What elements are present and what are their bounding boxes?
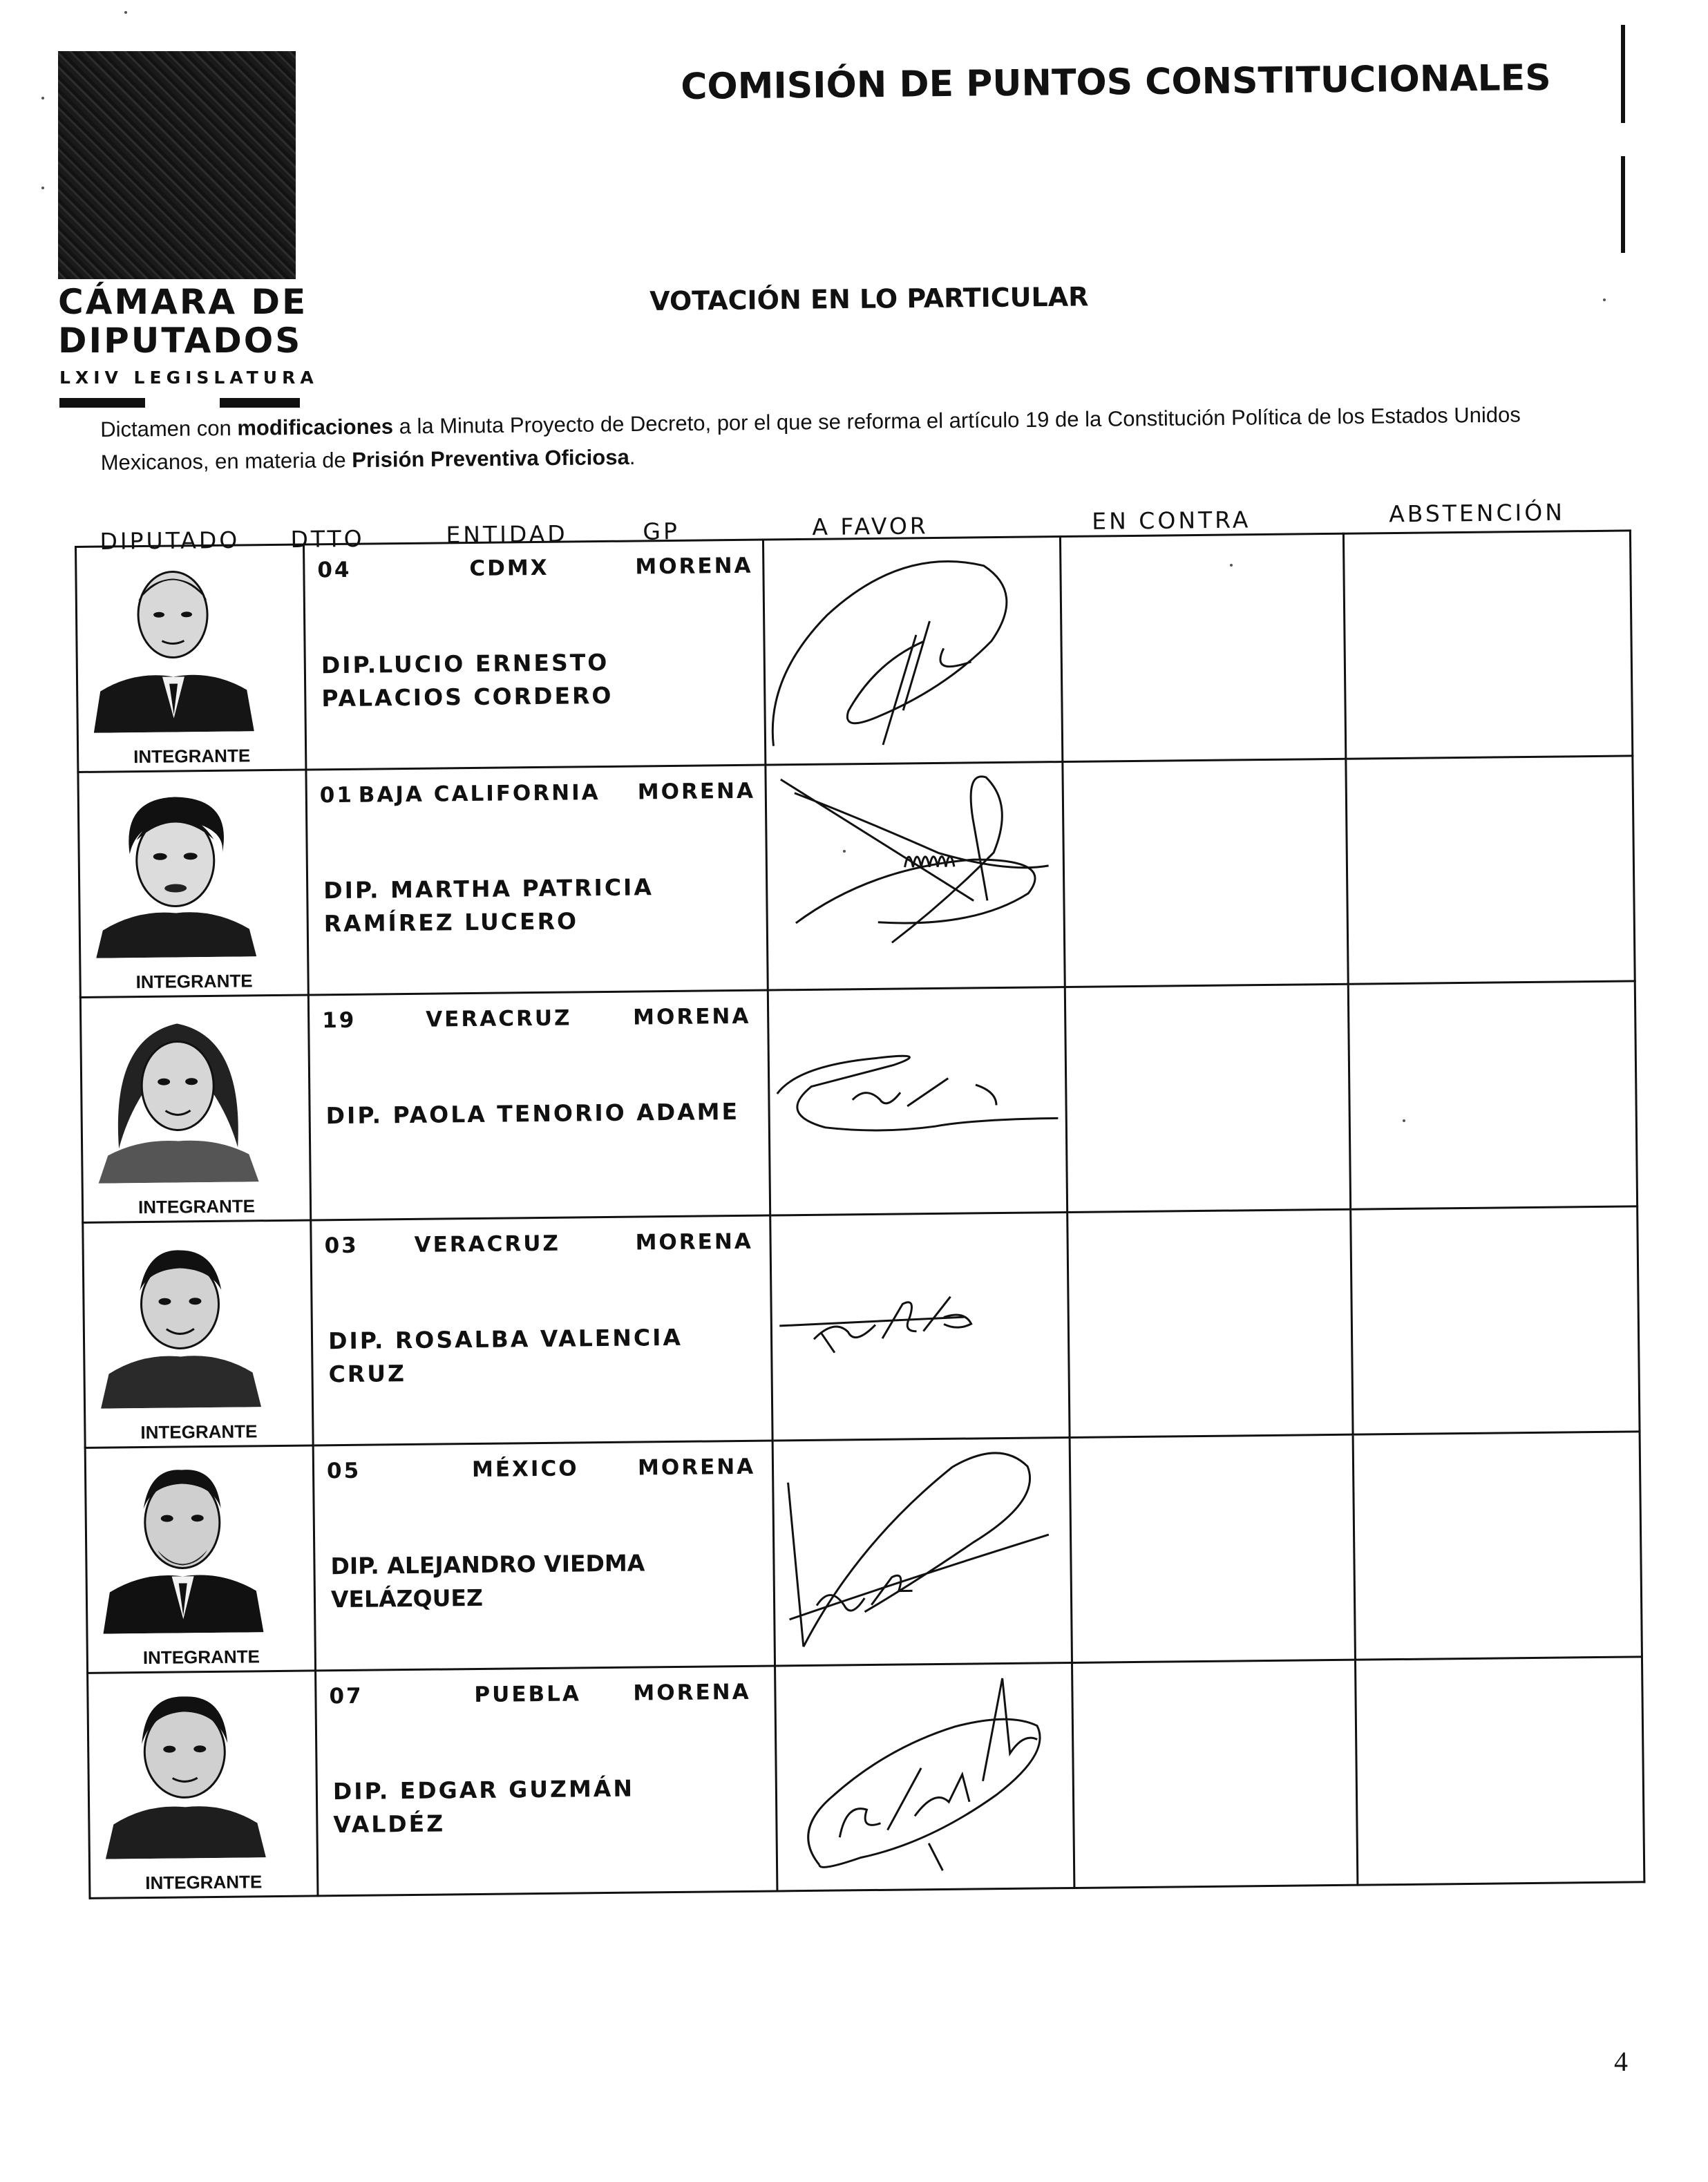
logo-text-line2: DIPUTADOS: [58, 321, 303, 361]
entidad-value: VERACRUZ: [414, 1231, 561, 1258]
diputado-name: DIP. MARTHA PATRICIA RAMÍREZ LUCERO: [323, 873, 654, 938]
diputado-portrait: [92, 558, 254, 732]
en-contra-cell: [1065, 984, 1350, 1212]
gp-value: MORENA: [635, 1228, 753, 1255]
header-gp: GP: [643, 518, 681, 545]
entidad-value: CDMX: [469, 555, 549, 582]
dtto-value: 03: [324, 1233, 359, 1259]
diputado-meta: [322, 1004, 755, 1036]
page-number: 4: [1614, 2046, 1628, 2077]
logo-text-line1: CÁMARA DE: [58, 282, 308, 322]
table-row: [78, 756, 1635, 998]
diputado-info-cell: [316, 1666, 777, 1896]
diputado-photo-cell: [76, 544, 306, 772]
header-en-contra: EN CONTRA: [1092, 506, 1251, 535]
vote-table: [75, 529, 1645, 1899]
role-label: INTEGRANTE: [142, 1646, 260, 1669]
abstencion-cell: [1343, 531, 1632, 759]
dictamen-bold-1: modificaciones: [237, 414, 394, 440]
role-label: INTEGRANTE: [133, 745, 251, 768]
entidad-value: VERACRUZ: [426, 1005, 572, 1032]
en-contra-cell: [1060, 533, 1345, 761]
a-favor-cell: [768, 987, 1067, 1215]
diputado-meta: [319, 778, 756, 811]
dictamen-text-2: a la Minuta Proyecto de Decreto, por el que se reforma el artículo 19 de la Constitución Política de los Estados Unidos Mexicanos, en materia de: [100, 402, 1521, 475]
a-favor-cell: [772, 1437, 1072, 1665]
logo-bar-left: [59, 398, 145, 408]
a-favor-cell: [770, 1213, 1070, 1441]
a-favor-cell: [763, 537, 1062, 765]
dictamen-bold-2: Prisión Preventiva Oficiosa: [352, 444, 629, 473]
scan-speck: [1603, 298, 1606, 301]
diputado-photo-cell: [78, 770, 308, 997]
abstencion-cell: [1355, 1657, 1644, 1885]
scan-speck: [843, 850, 846, 853]
entidad-value: BAJA CALIFORNIA: [358, 780, 600, 808]
diputado-info-cell: [311, 1215, 772, 1445]
scan-speck: [1230, 564, 1233, 567]
diputado-photo-cell: [80, 995, 310, 1222]
signature: [776, 1664, 1073, 1890]
diputado-photo-cell: [85, 1445, 315, 1673]
a-favor-cell: [775, 1662, 1074, 1890]
margin-bar-bottom: [1621, 156, 1625, 253]
dtto-value: 19: [322, 1007, 357, 1034]
page-title: COMISIÓN DE PUNTOS CONSTITUCIONALES: [681, 57, 1551, 108]
gp-value: MORENA: [633, 1679, 751, 1706]
logo-text-line3: LXIV LEGISLATURA: [59, 368, 319, 388]
abstencion-cell: [1348, 981, 1637, 1209]
signature: [774, 1439, 1071, 1664]
en-contra-cell: [1072, 1660, 1358, 1888]
diputado-info-cell: [303, 540, 765, 770]
en-contra-cell: [1063, 759, 1348, 987]
en-contra-cell: [1068, 1209, 1353, 1437]
gp-value: MORENA: [635, 553, 753, 580]
dictamen-text-1: Dictamen con: [100, 415, 238, 442]
diputado-info-cell: [308, 990, 770, 1220]
page-subtitle: VOTACIÓN EN LO PARTICULAR: [649, 281, 1089, 316]
signature: [769, 988, 1066, 1214]
abstencion-cell: [1353, 1432, 1642, 1660]
dictamen-text-3: .: [629, 444, 636, 469]
diputado-photo-cell: [88, 1671, 318, 1898]
vote-table-wrapper: [75, 529, 1643, 1892]
gp-value: MORENA: [637, 1454, 756, 1481]
margin-bar-top: [1621, 25, 1625, 123]
signature: [771, 1213, 1068, 1439]
diputado-info-cell: [306, 765, 768, 995]
scan-speck: [1403, 1119, 1405, 1122]
logo-bar-right: [220, 398, 300, 408]
diputado-meta: [329, 1680, 761, 1712]
gp-value: MORENA: [637, 778, 756, 805]
diputado-meta: [324, 1229, 757, 1262]
gp-value: MORENA: [633, 1003, 751, 1030]
dtto-value: 05: [326, 1458, 361, 1484]
diputado-name: DIP.LUCIO ERNESTO PALACIOS CORDERO: [321, 648, 614, 712]
header-diputado: DIPUTADO: [99, 526, 240, 555]
table-row: [76, 531, 1633, 772]
diputado-portrait: [97, 1009, 259, 1183]
diputado-name: DIP. ALEJANDRO VIEDMA VELÁZQUEZ: [330, 1549, 645, 1613]
table-row: [85, 1432, 1642, 1673]
diputado-portrait: [95, 784, 257, 958]
entidad-value: MÉXICO: [471, 1456, 579, 1483]
diputado-name: DIP. ROSALBA VALENCIA CRUZ: [328, 1323, 683, 1388]
header-entidad: ENTIDAD: [446, 520, 568, 549]
signature: [766, 763, 1063, 989]
diputado-portrait: [99, 1234, 261, 1408]
dtto-value: 01: [319, 782, 354, 808]
role-label: INTEGRANTE: [135, 970, 253, 993]
diputado-name: DIP. PAOLA TENORIO ADAME: [325, 1097, 740, 1130]
role-label: INTEGRANTE: [145, 1871, 263, 1894]
header-a-favor: A FAVOR: [812, 512, 929, 541]
dtto-value: 07: [329, 1683, 363, 1709]
abstencion-cell: [1346, 756, 1635, 984]
a-favor-cell: [766, 762, 1065, 990]
dictamen-paragraph: [100, 397, 1621, 480]
scan-speck: [41, 97, 44, 99]
role-label: INTEGRANTE: [140, 1421, 258, 1443]
role-label: INTEGRANTE: [137, 1195, 256, 1218]
header-dtto: DTTO: [290, 524, 365, 553]
diputado-photo-cell: [83, 1220, 313, 1448]
diputado-portrait: [102, 1459, 264, 1633]
dtto-value: 04: [317, 557, 352, 583]
signature: [764, 538, 1061, 763]
abstencion-cell: [1351, 1206, 1640, 1434]
table-row: [80, 981, 1637, 1223]
table-row: [88, 1657, 1644, 1899]
diputado-meta: [317, 553, 753, 586]
table-row: [83, 1206, 1640, 1448]
diputado-name: DIP. EDGAR GUZMÁN VALDÉZ: [332, 1774, 635, 1839]
entidad-value: PUEBLA: [474, 1681, 582, 1708]
diputado-meta: [327, 1454, 759, 1487]
scan-speck: [41, 187, 44, 189]
scan-speck: [124, 11, 127, 14]
header-abstencion: ABSTENCIÓN: [1389, 498, 1566, 528]
chamber-logo-emblem: [58, 51, 296, 279]
en-contra-cell: [1070, 1434, 1355, 1662]
diputado-info-cell: [313, 1441, 775, 1671]
diputado-portrait: [104, 1685, 266, 1859]
